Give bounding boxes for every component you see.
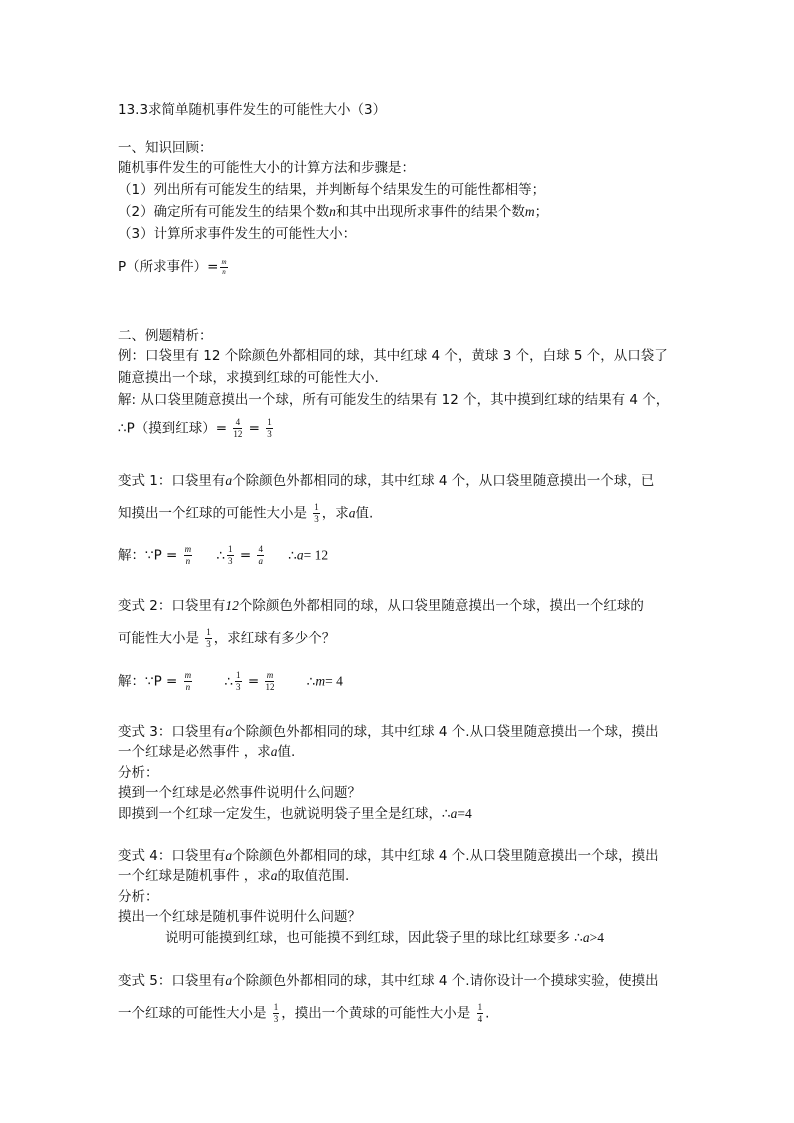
review-step-1: （1）列出所有可能发生的结果，并判断每个结果发生的可能性都相等；: [118, 182, 546, 198]
variant3-question: 摸到一个红球是必然事件说明什么问题？: [118, 785, 361, 801]
variant3-ans-text-b: =4: [457, 806, 472, 821]
variant1-sol-f2-num: 1: [228, 544, 233, 554]
section-heading-examples: 二、例题精析：: [118, 328, 213, 344]
variant3-text-b: 个除颜色外都相同的球，其中红球 4 个.从口袋里随意摸出一个球，摸出: [232, 724, 659, 740]
variant1-sol-fraction-3: [257, 545, 264, 566]
variant5-text-b: 个除颜色外都相同的球，其中红球 4 个.请你设计一个摸球实验，使摸出: [232, 973, 659, 989]
variant1-l2-den: 3: [314, 514, 319, 524]
variant1-text-a: 变式 1：口袋里有: [118, 473, 226, 489]
variant3-ans-var: a: [450, 806, 458, 821]
variant4-l2-text-a: 一个红球是随机事件 ，求: [118, 868, 271, 884]
step2-var-n: n: [329, 204, 336, 219]
variant2-sol-fraction-3: [265, 671, 274, 692]
variant1-sol-prefix: 解：∵P =: [118, 547, 178, 564]
variant1-solution: [118, 545, 328, 566]
solution-f1-den: 12: [233, 429, 243, 439]
variant4-l2-text-b: 的取值范围.: [277, 868, 350, 884]
variant1-l2-num: 1: [314, 502, 319, 512]
variant1-sol-f3-den: a: [258, 556, 263, 566]
review-step-2: [118, 203, 548, 221]
variant2-text-b: 个除颜色外都相同的球，从口袋里随意摸出一个球，摸出一个红球的: [238, 598, 644, 614]
variant2-sol-f2-num: 1: [236, 670, 241, 680]
section-heading-review: 一、知识回顾：: [118, 140, 213, 156]
variant1-l2-text-a: 知摸出一个红球的可能性大小是: [118, 505, 307, 522]
step2-text-b: 和其中出现所求事件的结果个数: [335, 204, 525, 220]
variant5-text-a: 变式 5：口袋里有: [118, 973, 226, 989]
variant1-sol-fraction-2: [227, 545, 234, 566]
solution-line-1: 解: 从口袋里随意摸出一个球，所有可能发生的结果有 12 个，其中摸到红球的结果有 4 个，: [118, 392, 670, 408]
variant3-text-a: 变式 3：口袋里有: [118, 724, 226, 740]
variant3-line-2: [118, 743, 295, 761]
variant4-l2-var: a: [270, 868, 278, 883]
solution-fraction-2: [266, 418, 273, 439]
variant5-yellow-den: 4: [477, 1014, 483, 1024]
variant2-sol-f2-den: 3: [236, 682, 241, 692]
variant2-l2-text-a: 可能性大小是: [118, 630, 199, 647]
variant2-sol-f3-num: m: [266, 670, 274, 680]
variant1-result: = 12: [303, 547, 329, 563]
variant2-sol-f1-den: n: [185, 682, 191, 692]
variant3-l2-text-a: 一个红球是必然事件 ，求: [118, 744, 271, 760]
variant2-line-1: [118, 597, 644, 615]
example-line-2: 随意摸出一个球，求摸到红球的可能性大小.: [118, 370, 379, 386]
variant3-analysis-label: 分析：: [118, 765, 159, 781]
variant1-text-b: 个除颜色外都相同的球，其中红球 4 个，从口袋里随意摸出一个球，已: [232, 473, 655, 489]
variant1-result-var: a: [296, 547, 304, 563]
variant2-text-a: 变式 2：口袋里有: [118, 598, 226, 614]
variant4-ans-text-b: >4: [589, 930, 605, 945]
variant3-answer: [118, 805, 472, 823]
variant1-l2-fraction: [313, 503, 320, 524]
formula-denominator: n: [222, 267, 226, 276]
variant2-sol-fraction-1: [184, 671, 193, 692]
variant4-text-a: 变式 4：口袋里有: [118, 848, 226, 864]
variant2-num-12: 12: [225, 598, 239, 613]
page-title: 13.3求简单随机事件发生的可能性大小（3）: [118, 102, 387, 118]
variant2-l2-num: 1: [206, 627, 211, 637]
step2-text-a: （2）确定所有可能发生的结果个数: [118, 204, 330, 220]
variant4-analysis-label: 分析：: [118, 889, 159, 905]
solution-line-2: [118, 418, 275, 439]
solution-f2-num: 1: [267, 417, 272, 427]
variant1-sol-f2-den: 3: [228, 556, 233, 566]
variant5-var-a: a: [225, 973, 233, 988]
variant2-solution: [118, 671, 343, 692]
variant4-ans-var: a: [582, 930, 590, 945]
variant2-therefore-2: ∴: [306, 673, 316, 690]
formula-fraction: [220, 259, 227, 276]
variant2-sol-prefix: 解：∵P =: [118, 673, 178, 690]
variant1-sol-eq: =: [239, 547, 252, 564]
variant3-l2-var: a: [270, 744, 278, 759]
variant1-l2-text-b: ，求: [321, 505, 349, 522]
variant2-line-2: [118, 628, 335, 649]
variant5-fraction-red: [273, 1003, 280, 1024]
variant3-var-a: a: [225, 724, 233, 739]
variant5-yellow-num: 1: [477, 1002, 483, 1012]
variant2-l2-text-b: ，求红球有多少个？: [213, 630, 336, 647]
solution-fraction-1: [233, 418, 242, 439]
variant3-l2-text-b: 值.: [277, 744, 296, 760]
variant3-ans-text-a: 即摸到一个红球一定发生，也就说明袋子里全是红球，∴: [118, 806, 451, 822]
variant4-question: 摸出一个红球是随机事件说明什么问题？: [118, 909, 361, 925]
variant1-therefore-2: ∴: [288, 547, 297, 564]
variant2-sol-fraction-2: [235, 671, 242, 692]
variant4-line-1: [118, 847, 659, 865]
variant2-therefore-1: ∴: [224, 673, 234, 690]
example-line-1: 例：口袋里有 12 个除颜色外都相同的球，其中红球 4 个，黄球 3 个，白球 5 个，从口袋了: [118, 348, 668, 364]
variant5-l2-text-b: ，摸出一个黄球的可能性大小是: [281, 1005, 471, 1022]
review-formula: [118, 258, 230, 276]
step2-var-m: m: [524, 204, 535, 219]
formula-prefix: P（所求事件）=: [118, 259, 219, 275]
variant5-l2-text-a: 一个红球的可能性大小是: [118, 1005, 267, 1022]
step2-text-c: ；: [534, 204, 549, 220]
variant1-l2-text-c: 值.: [355, 505, 374, 522]
variant4-line-2: [118, 867, 349, 885]
variant2-sol-f3-den: 12: [265, 682, 275, 692]
variant1-sol-f3-num: 4: [258, 544, 263, 554]
variant5-line-2: [118, 1003, 489, 1024]
variant5-line-1: [118, 972, 659, 990]
solution-equals: =: [248, 420, 260, 437]
review-step-3: （3）计算所求事件发生的可能性大小：: [118, 226, 357, 242]
variant4-var-a: a: [225, 848, 233, 863]
variant5-red-den: 3: [273, 1014, 279, 1024]
variant2-l2-den: 3: [206, 639, 211, 649]
solution-f1-num: 4: [233, 418, 242, 429]
variant2-l2-fraction: [205, 628, 212, 649]
variant5-red-num: 1: [273, 1002, 279, 1012]
variant4-ans-text-a: 说明可能摸到红球，也可能摸不到红球，因此袋子里的球比红球要多 ∴: [165, 930, 583, 946]
formula-numerator: m: [221, 257, 227, 266]
variant2-sol-eq: =: [247, 673, 260, 690]
variant1-line-2: [118, 503, 373, 524]
variant1-sol-f1-num: m: [184, 544, 192, 554]
variant2-result-var: m: [315, 673, 326, 689]
variant1-sol-f1-den: n: [185, 556, 191, 566]
variant2-result: = 4: [325, 673, 343, 689]
solution-f2-den: 3: [267, 429, 272, 439]
variant1-therefore-1: ∴: [216, 547, 226, 564]
variant4-answer: [165, 929, 604, 947]
variant1-var-a: a: [225, 473, 233, 488]
review-intro: 随机事件发生的可能性大小的计算方法和步骤是：: [118, 160, 415, 176]
variant1-sol-fraction-1: [184, 545, 193, 566]
variant5-l2-text-c: .: [485, 1005, 490, 1022]
solution-prefix: ∴P（摸到红球）=: [118, 420, 228, 437]
variant1-l2-var: a: [348, 505, 356, 521]
variant4-text-b: 个除颜色外都相同的球，其中红球 4 个.从口袋里随意摸出一个球，摸出: [232, 848, 659, 864]
variant3-line-1: [118, 723, 659, 741]
variant1-line-1: [118, 472, 654, 490]
variant2-sol-f1-num: m: [184, 670, 192, 680]
variant5-fraction-yellow: [477, 1003, 484, 1024]
